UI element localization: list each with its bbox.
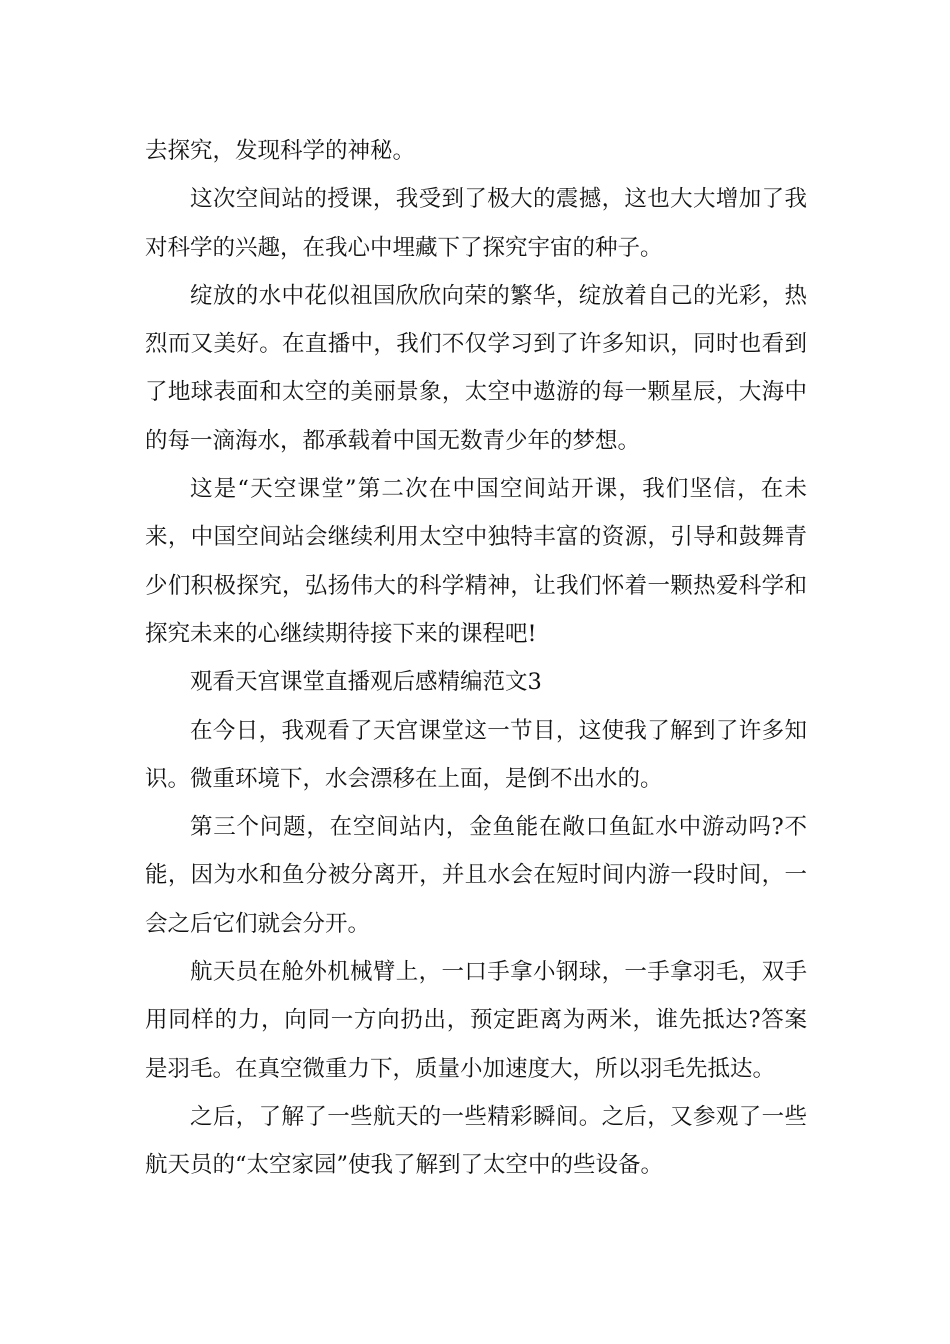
paragraph-2: 这次空间站的授课，我受到了极大的震撼，这也大大增加了我对科学的兴趣，在我心中埋藏下了探究宇宙的种子。 [145,186,807,261]
paragraph-5: 在今日，我观看了天宫课堂这一节目，这使我了解到了许多知识。微重环境下，水会漂移在上面，是倒不出水的。 [145,717,807,792]
paragraph-1: 去探究，发现科学的神秘。 [145,138,416,164]
section-heading: 观看天宫课堂直播观后感精编范文3 [190,669,542,696]
paragraph-7: 航天员在舱外机械臂上，一口手拿小钢球，一手拿羽毛，双手用同样的力，向同一方向扔出，预定距离为两米，谁先抵达?答案是羽毛。在真空微重力下，质量小加速度大，所以羽毛先抵达。 [145,959,807,1082]
paragraph-8: 之后，了解了一些航天的一些精彩瞬间。之后，又参观了一些航天员的“太空家园”使我了解到了太空中的些设备。 [145,1103,807,1179]
document-body [145,127,807,1190]
paragraph-4: 这是“天空课堂”第二次在中国空间站开课，我们坚信，在未来，中国空间站会继续利用太空中独特丰富的资源，引导和鼓舞青少们积极探究，弘扬伟大的科学精神，让我们怀着一颗热爱科学和探究未来的心继续期待接下来的课程吧! [145,476,807,647]
paragraph-6: 第三个问题，在空间站内，金鱼能在敞口鱼缸水中游动吗?不能，因为水和鱼分被分离开，并且水会在短时间内游一段时间，一会之后它们就会分开。 [145,814,807,937]
paragraph-3: 绽放的水中花似祖国欣欣向荣的繁华，绽放着自己的光彩，热烈而又美好。在直播中，我们不仅学习到了许多知识，同时也看到了地球表面和太空的美丽景象，太空中遨游的每一颗星辰，大海中的每一滴海水，都承载着中国无数青少年的梦想。 [145,282,807,454]
